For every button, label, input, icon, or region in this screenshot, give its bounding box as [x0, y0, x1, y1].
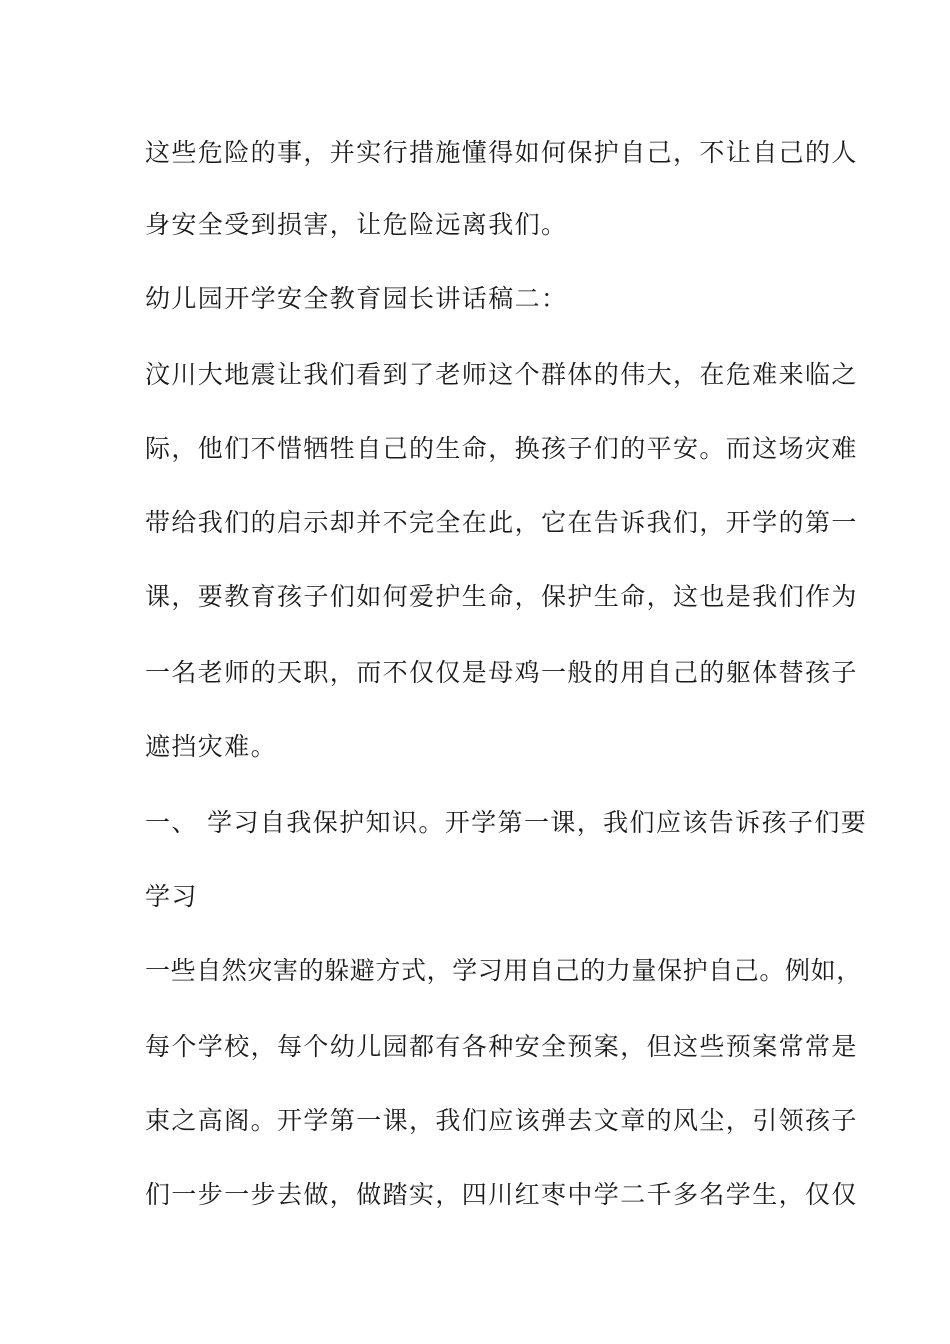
text-line: 身安全受到损害，让危险远离我们。: [145, 210, 568, 239]
section-heading: 幼儿园开学安全教育园长讲话稿二：: [145, 284, 568, 313]
text-line: 一名老师的天职，而不仅仅是母鸡一般的用自己的躯体替孩子: [145, 658, 858, 687]
text-line: 带给我们的启示却并不完全在此，它在告诉我们，开学的第一: [145, 508, 858, 537]
text-line: 课，要教育孩子们如何爱护生命，保护生命，这也是我们作为: [145, 582, 858, 611]
text-line: 每个学校，每个幼儿园都有各种安全预案，但这些预案常常是: [145, 1032, 858, 1061]
text-line: 遮挡灾难。: [145, 732, 278, 761]
text-line: 束之高阁。开学第一课，我们应该弹去文章的风尘，引领孩子: [145, 1106, 858, 1135]
text-line: 一些自然灾害的躲避方式，学习用自己的力量保护自己。例如，: [145, 956, 862, 985]
text-line: 学习: [145, 882, 198, 911]
text-line: 际，他们不惜牺牲自己的生命，换孩子们的平安。而这场灾难: [145, 434, 858, 463]
text-line: 这些危险的事，并实行措施懂得如何保护自己，不让自己的人: [145, 138, 858, 167]
text-line: 们一步一步去做，做踏实，四川红枣中学二千多名学生，仅仅: [145, 1180, 858, 1209]
list-item-heading: 一、 学习自我保护知识。开学第一课，我们应该告诉孩子们要: [145, 808, 868, 837]
text-line: 汶川大地震让我们看到了老师这个群体的伟大，在危难来临之: [145, 360, 858, 389]
